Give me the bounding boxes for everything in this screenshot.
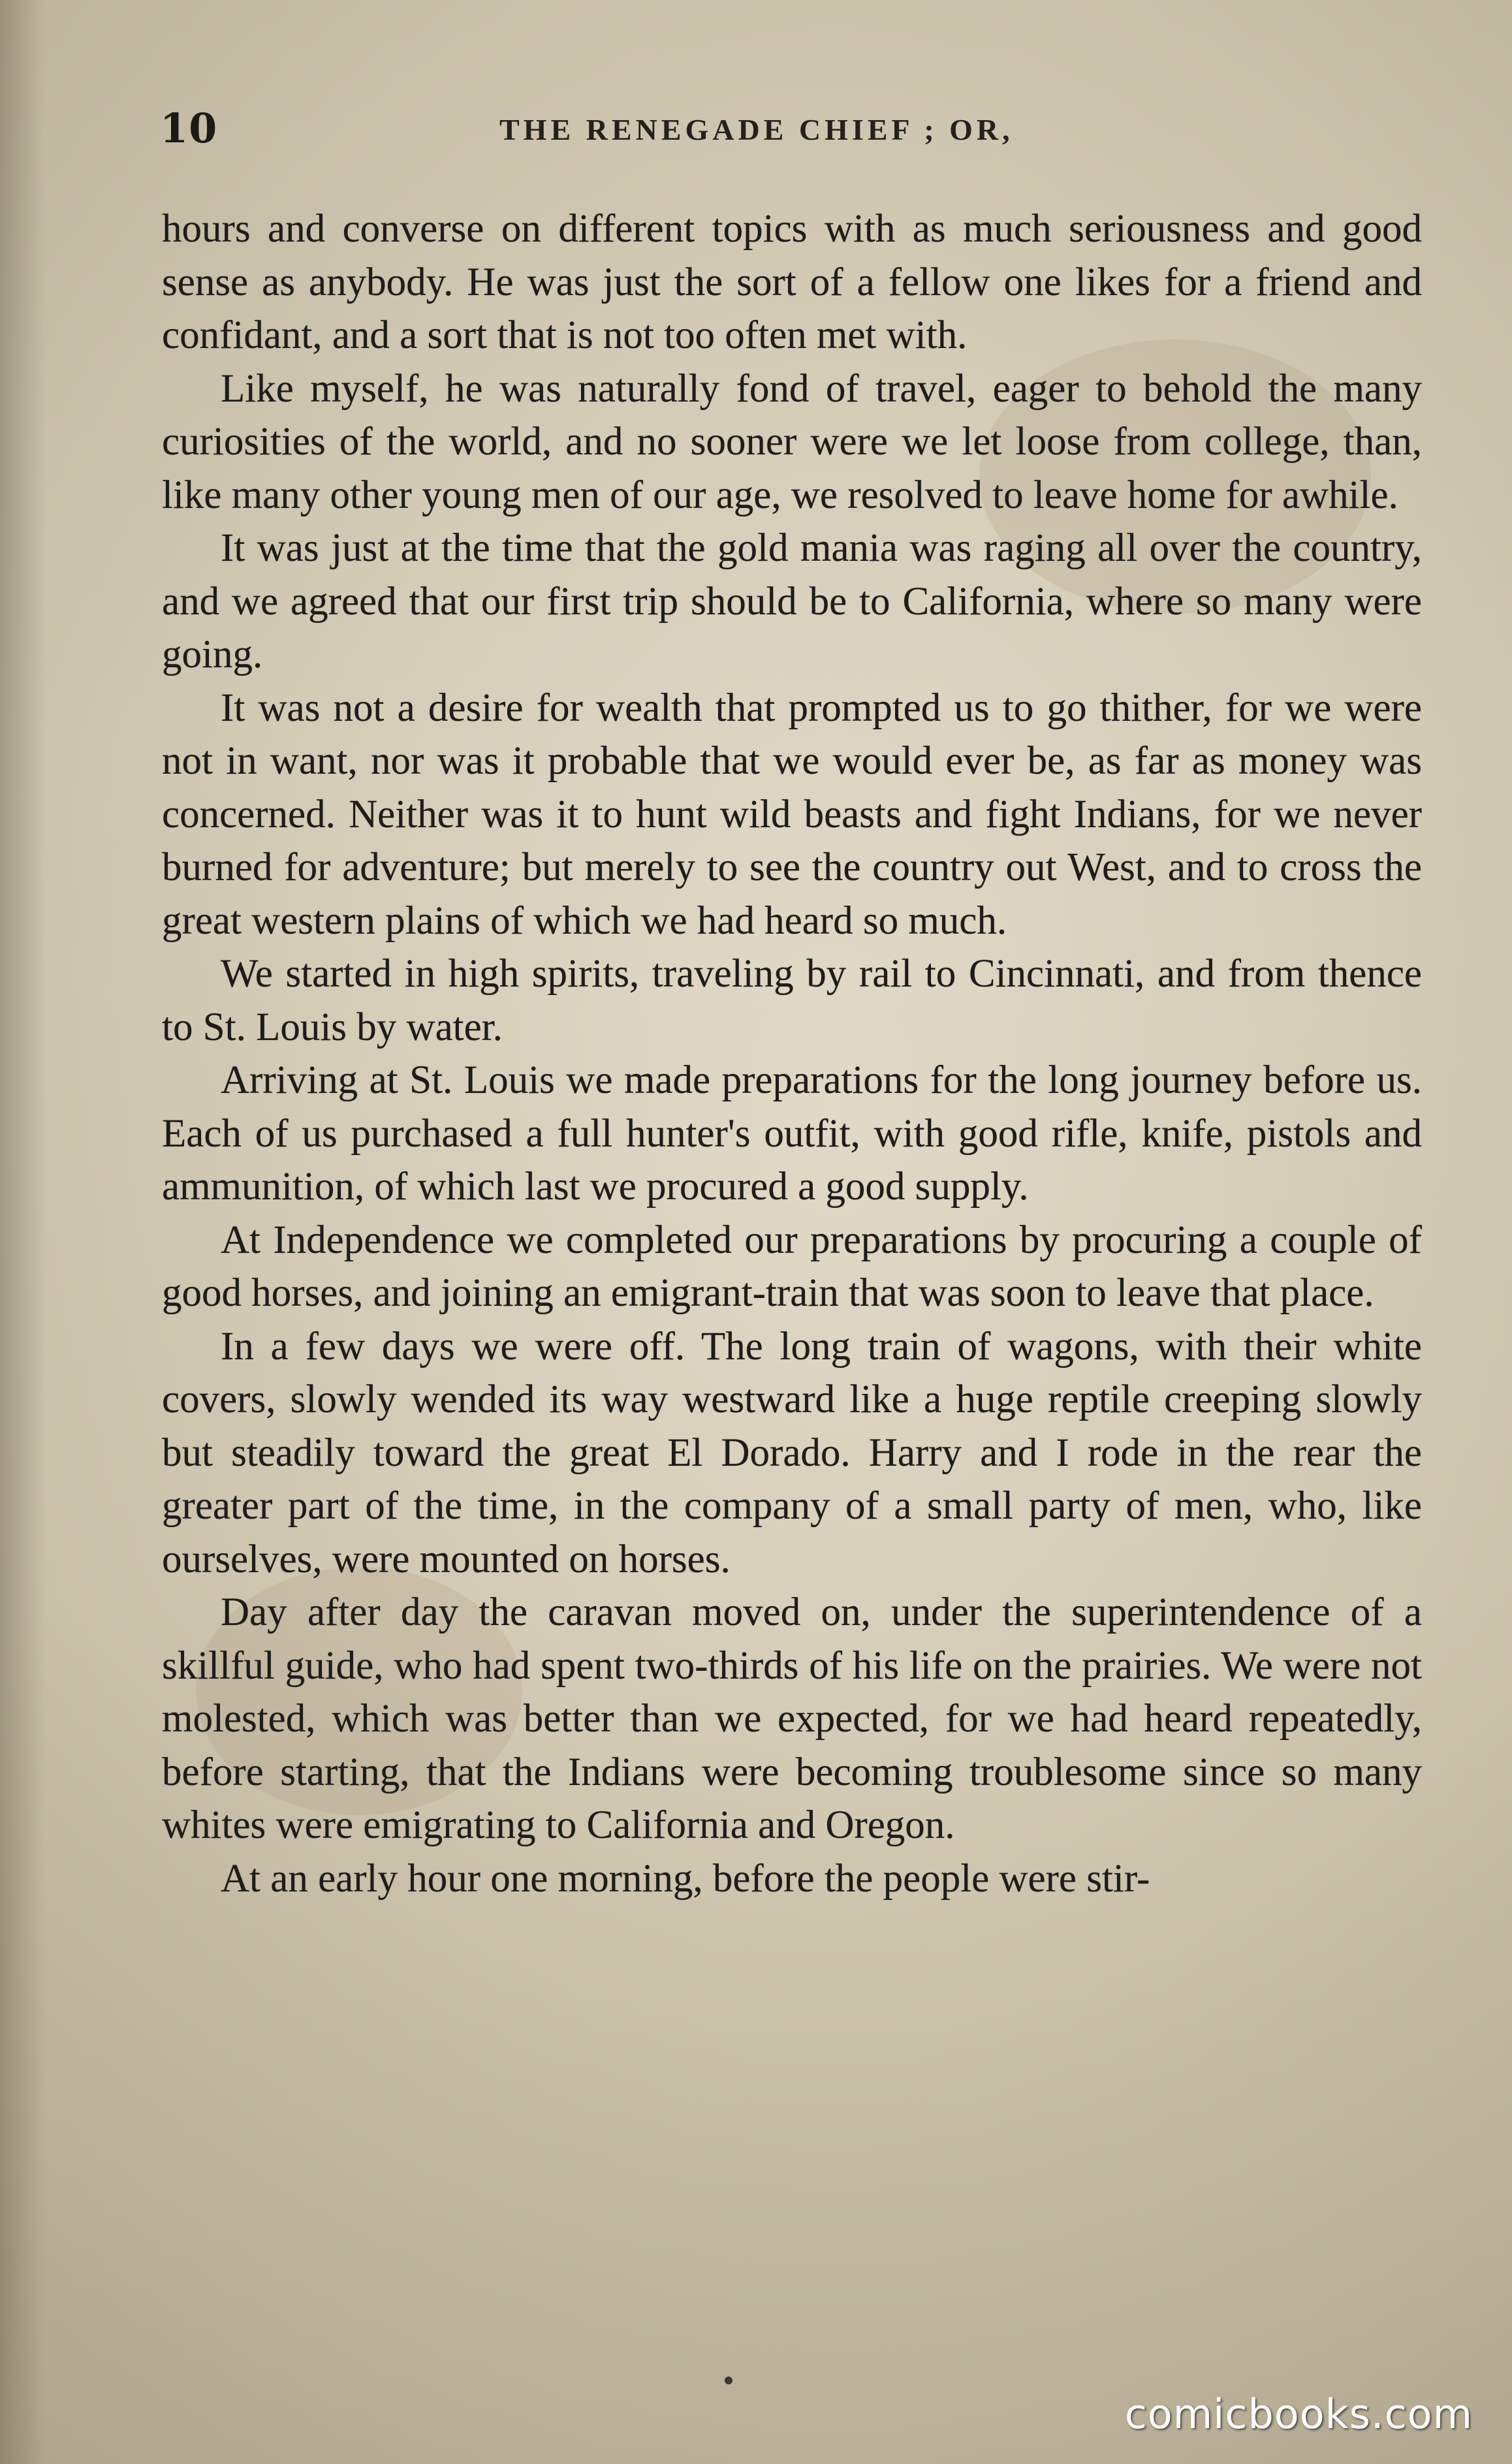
watermark: comicbooks.com [1124,2390,1473,2438]
paragraph: At Independence we completed our preparations by procuring a couple of good horses, and joining an emigrant-train that was soon to leave that place. [162,1218,1422,1315]
paragraph: We started in high spirits, traveling by rail to Cincinnati, and from thence to St. Louis by water. [162,952,1422,1049]
page-number: 10 [160,104,218,152]
paragraph: Like myself, he was naturally fond of travel, eager to behold the many curiosities of the world, and no sooner were we let loose from college, than, like many other young men of our age, we resolved to leave home for awhile. [162,366,1422,517]
paragraph: It was not a desire for wealth that prompted us to go thither, for we were not in want, nor was it probable that we would ever be, as far as money was concerned. Neither was it to hunt wild beasts and fight Indians, for we never burned for adventure; but merely to see the country out West, and to cross the great western plains of which we had heard so much. [162,686,1422,943]
paragraph: Day after day the caravan moved on, under the superintendence of a skillful guide, who had spent two-thirds of his life on the prairies. We were not molested, which was better than we expected, for we had heard repeatedly, before starting, that the Indians were becoming troublesome since so many whites were emigrating to California and Oregon. [162,1590,1422,1847]
page-edge-shadow [0,0,46,2464]
paragraph: hours and converse on different topics with as much seriousness and good sense as anybody. He was just the sort of a fellow one likes for a friend and confidant, and a sort that is not too often met with. [162,207,1422,357]
body-text [162,202,1422,1905]
paragraph: It was just at the time that the gold mania was raging all over the country, and we agreed that our first trip should be to California, where so many were going. [162,526,1422,676]
paragraph: At an early hour one morning, before the people were stir- [221,1856,1150,1901]
ink-dot [725,2377,732,2384]
paragraph: Arriving at St. Louis we made preparations for the long journey before us. Each of us purchased a full hunter's outfit, with good rifle, knife, pistols and ammunition, of which last we procured a good supply. [162,1058,1422,1208]
running-head: THE RENEGADE CHIEF ; OR, [499,113,1014,146]
paragraph: In a few days we were off. The long train of wagons, with their white covers, slowly wended its way westward like a huge reptile creeping slowly but steadily toward the great El Dorado. Harry and I rode in the rear the greater part of the time, in the company of a small party of men, who, like ourselves, were mounted on horses. [162,1324,1422,1581]
page-header [160,98,1436,157]
